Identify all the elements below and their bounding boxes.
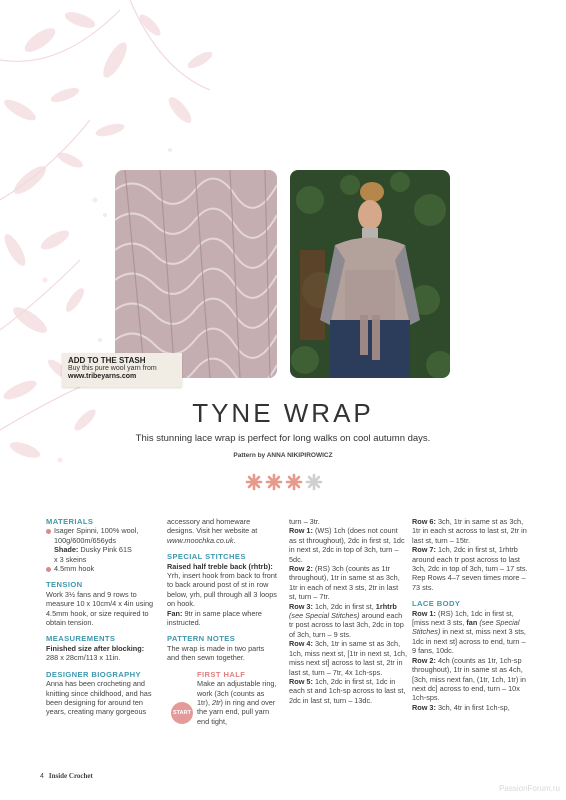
bullet-icon	[46, 529, 51, 534]
difficulty-star-icon	[267, 475, 281, 489]
lace-row-2-text: 4ch (counts as 1tr, 1ch-sp throughout), 1tr in same st as 4ch, [3ch, miss next fan, (1tr, 1ch, 1tr) in next dc] across to end, turn – 10x 1ch-sps.	[412, 655, 526, 703]
bio-heading: DESIGNER BIOGRAPHY	[46, 669, 141, 679]
first-half-text: Make an adjustable ring, work (3ch (counts as 1tr),	[197, 679, 277, 707]
column-4	[412, 517, 530, 712]
difficulty-star-icon	[247, 475, 261, 489]
row-5-label: Row 5:	[289, 676, 313, 686]
pattern-subtitle: This stunning lace wrap is perfect for long walks on cool autumn days.	[135, 433, 431, 444]
row-3-see: (see Special Stitches)	[289, 611, 360, 621]
difficulty-star-icon	[287, 475, 301, 489]
start-badge: START	[171, 702, 193, 724]
row-3-rhtrb: 1rhtrb	[375, 601, 397, 611]
repeat-text: Rep Rows 4–7 seven times more – 73 sts.	[412, 573, 526, 592]
row-5-text: 1ch, 2dc in first st, 1dc in each st and 1ch-sp across to last st, 2dc in last st, turn – 13dc.	[289, 676, 406, 705]
fan-text: 9tr in same place where instructed.	[167, 608, 262, 628]
designer-website-link[interactable]: www.moochka.co.uk	[167, 535, 234, 545]
row-7-label: Row 7:	[412, 545, 436, 555]
lace-row-1-see: (see Special Stitches)	[412, 618, 520, 637]
lace-row-1-fan: fan	[466, 618, 478, 628]
rhtrb-text: Yrh, insert hook from back to front to back around post of st in row below, yrh, pull through all 3 loops on hook.	[167, 571, 277, 609]
row-6-text: 3ch, 1tr in same st as 3ch, 1tr in each st across to last st, 2tr in last st, turn – 15tr.	[412, 517, 527, 545]
materials-hook: 4.5mm hook	[54, 564, 95, 574]
bio-continued: accessory and homeware designs. Visit her website at	[167, 517, 258, 536]
row-1-label: Row 1:	[289, 526, 313, 536]
materials-skeins: x 3 skeins	[54, 554, 87, 564]
lace-row-3-label: Row 3:	[412, 702, 436, 712]
measurements-heading: MEASUREMENTS	[46, 634, 116, 644]
lace-row-3-text: 3ch, 4tr in first 1ch-sp,	[437, 702, 510, 712]
first-half-text-italic: 2tr	[212, 697, 221, 707]
lace-row-1-label: Row 1:	[412, 608, 436, 618]
page-footer	[40, 772, 93, 780]
special-stitches-heading: SPECIAL STITCHES	[167, 552, 246, 562]
first-half-text-end: ) in ring and over the yarn end, pull yarn end tight,	[197, 697, 276, 726]
row-2-text: (RS) 3ch (counts as 1tr throughout), 1tr in same st as 3ch, 1tr in each of next 3 sts, 2tr in last st, turn – 7tr.	[289, 564, 400, 602]
pattern-byline: Pattern by ANNA NIKIPIROWICZ	[233, 452, 333, 459]
tension-text: Work 3½ fans and 9 rows to measure 10 x 10cm/4 x 4in using 4.5mm hook, or size required to obtain tension.	[46, 589, 154, 628]
row-2-label: Row 2:	[289, 564, 313, 574]
stash-url-link[interactable]: www.tribeyarns.com	[68, 373, 137, 380]
lace-row-1-text-end: in next st, miss next 3 sts, 1dc in next st] across to end, turn – 9 fans, 10dc.	[412, 627, 526, 656]
first-half-intro: turn – 3tr.	[289, 517, 320, 526]
row-3-text-end: around each tr post across to last 3ch, 2dc in top of 3ch, turn – 9 sts.	[289, 611, 404, 639]
shade-value: Dusky Pink 61S	[80, 545, 132, 555]
column-1	[46, 517, 161, 717]
column-2: accessory and homeware designs. Visit her website at www.moochka.co.uk. SPECIAL STITCHES Raised half treble back (rhtrb): Yrh, insert hook from back to front to back around post of st in row below, yrh, pull through all 3 loops on hook. Fan: 9tr in same place where instructed. PATTERN NOTES The wrap is made in two parts and then sewn together. FIRST HALF Make an adjustable ring, work (3ch (counts as 1tr), 2tr) in ring and over the yarn end, pull yarn end tight,	[167, 517, 277, 726]
magazine-name: Inside Crochet	[48, 772, 93, 780]
row-4-label: Row 4:	[289, 639, 313, 649]
lace-row-1-text: (RS) 1ch, 1dc in first st, [miss next 3 sts,	[412, 608, 514, 628]
row-4-text: 3ch, 1tr in same st as 3ch, 1ch, miss next st, [1tr in next st, 1ch, miss next st] across to last st, 2tr in last st, turn – 7tr, 4x 1ch-sps.	[289, 639, 408, 677]
rhtrb-label: Raised half treble back (rhtrb):	[167, 561, 273, 571]
lace-body-heading: LACE BODY	[412, 599, 461, 609]
column-3	[289, 517, 407, 705]
add-to-stash-tag	[62, 353, 182, 387]
pattern-notes-heading: PATTERN NOTES	[167, 634, 236, 644]
materials-yarn-spec: 100g/600m/656yds	[54, 535, 117, 545]
lace-row-2-label: Row 2:	[412, 655, 436, 665]
materials-heading: MATERIALS	[46, 517, 94, 526]
row-6-label: Row 6:	[412, 517, 436, 526]
model-wearing-wrap-photo	[290, 170, 450, 378]
shade-label: Shade:	[54, 545, 79, 555]
pattern-notes-text: The wrap is made in two parts and then sewn together.	[167, 643, 265, 663]
row-3-text: 1ch, 2dc in first st,	[314, 601, 374, 611]
stash-title: ADD TO THE STASH	[68, 356, 146, 365]
materials-yarn: Isager Spinni, 100% wool,	[54, 526, 139, 536]
row-3-label: Row 3:	[289, 601, 313, 611]
pattern-title: TYNE WRAP	[192, 398, 374, 428]
yarn-closeup-photo	[115, 170, 277, 378]
watermark-text: PassionForum.ru	[499, 784, 560, 793]
page-number: 4	[40, 773, 44, 780]
tension-heading: TENSION	[46, 580, 83, 590]
stash-text: Buy this pure wool yarn from	[68, 365, 157, 372]
row-1-text: (WS) 1ch (does not count as st throughout), 2dc in first st, 1dc in next st, 2dc in top of 3ch, turn – 5dc.	[289, 526, 405, 564]
measurements-value: 288 x 28cm/113 x 11in.	[46, 653, 121, 663]
first-half-heading: FIRST HALF	[197, 669, 246, 679]
row-7-text: 1ch, 2dc in first st, 1rhtrb around each tr post across to last 3ch, 2dc in top of 3ch, turn – 17 sts.	[412, 545, 528, 574]
measurements-label: Finished size after blocking:	[46, 643, 145, 653]
fan-label: Fan:	[167, 608, 183, 618]
bio-text: Anna has been crocheting and knitting since childhood, and has been designing for around ten years, creating many gorgeous	[46, 679, 152, 717]
difficulty-rating	[244, 473, 324, 491]
bullet-icon	[46, 567, 51, 572]
difficulty-star-icon	[307, 475, 321, 489]
